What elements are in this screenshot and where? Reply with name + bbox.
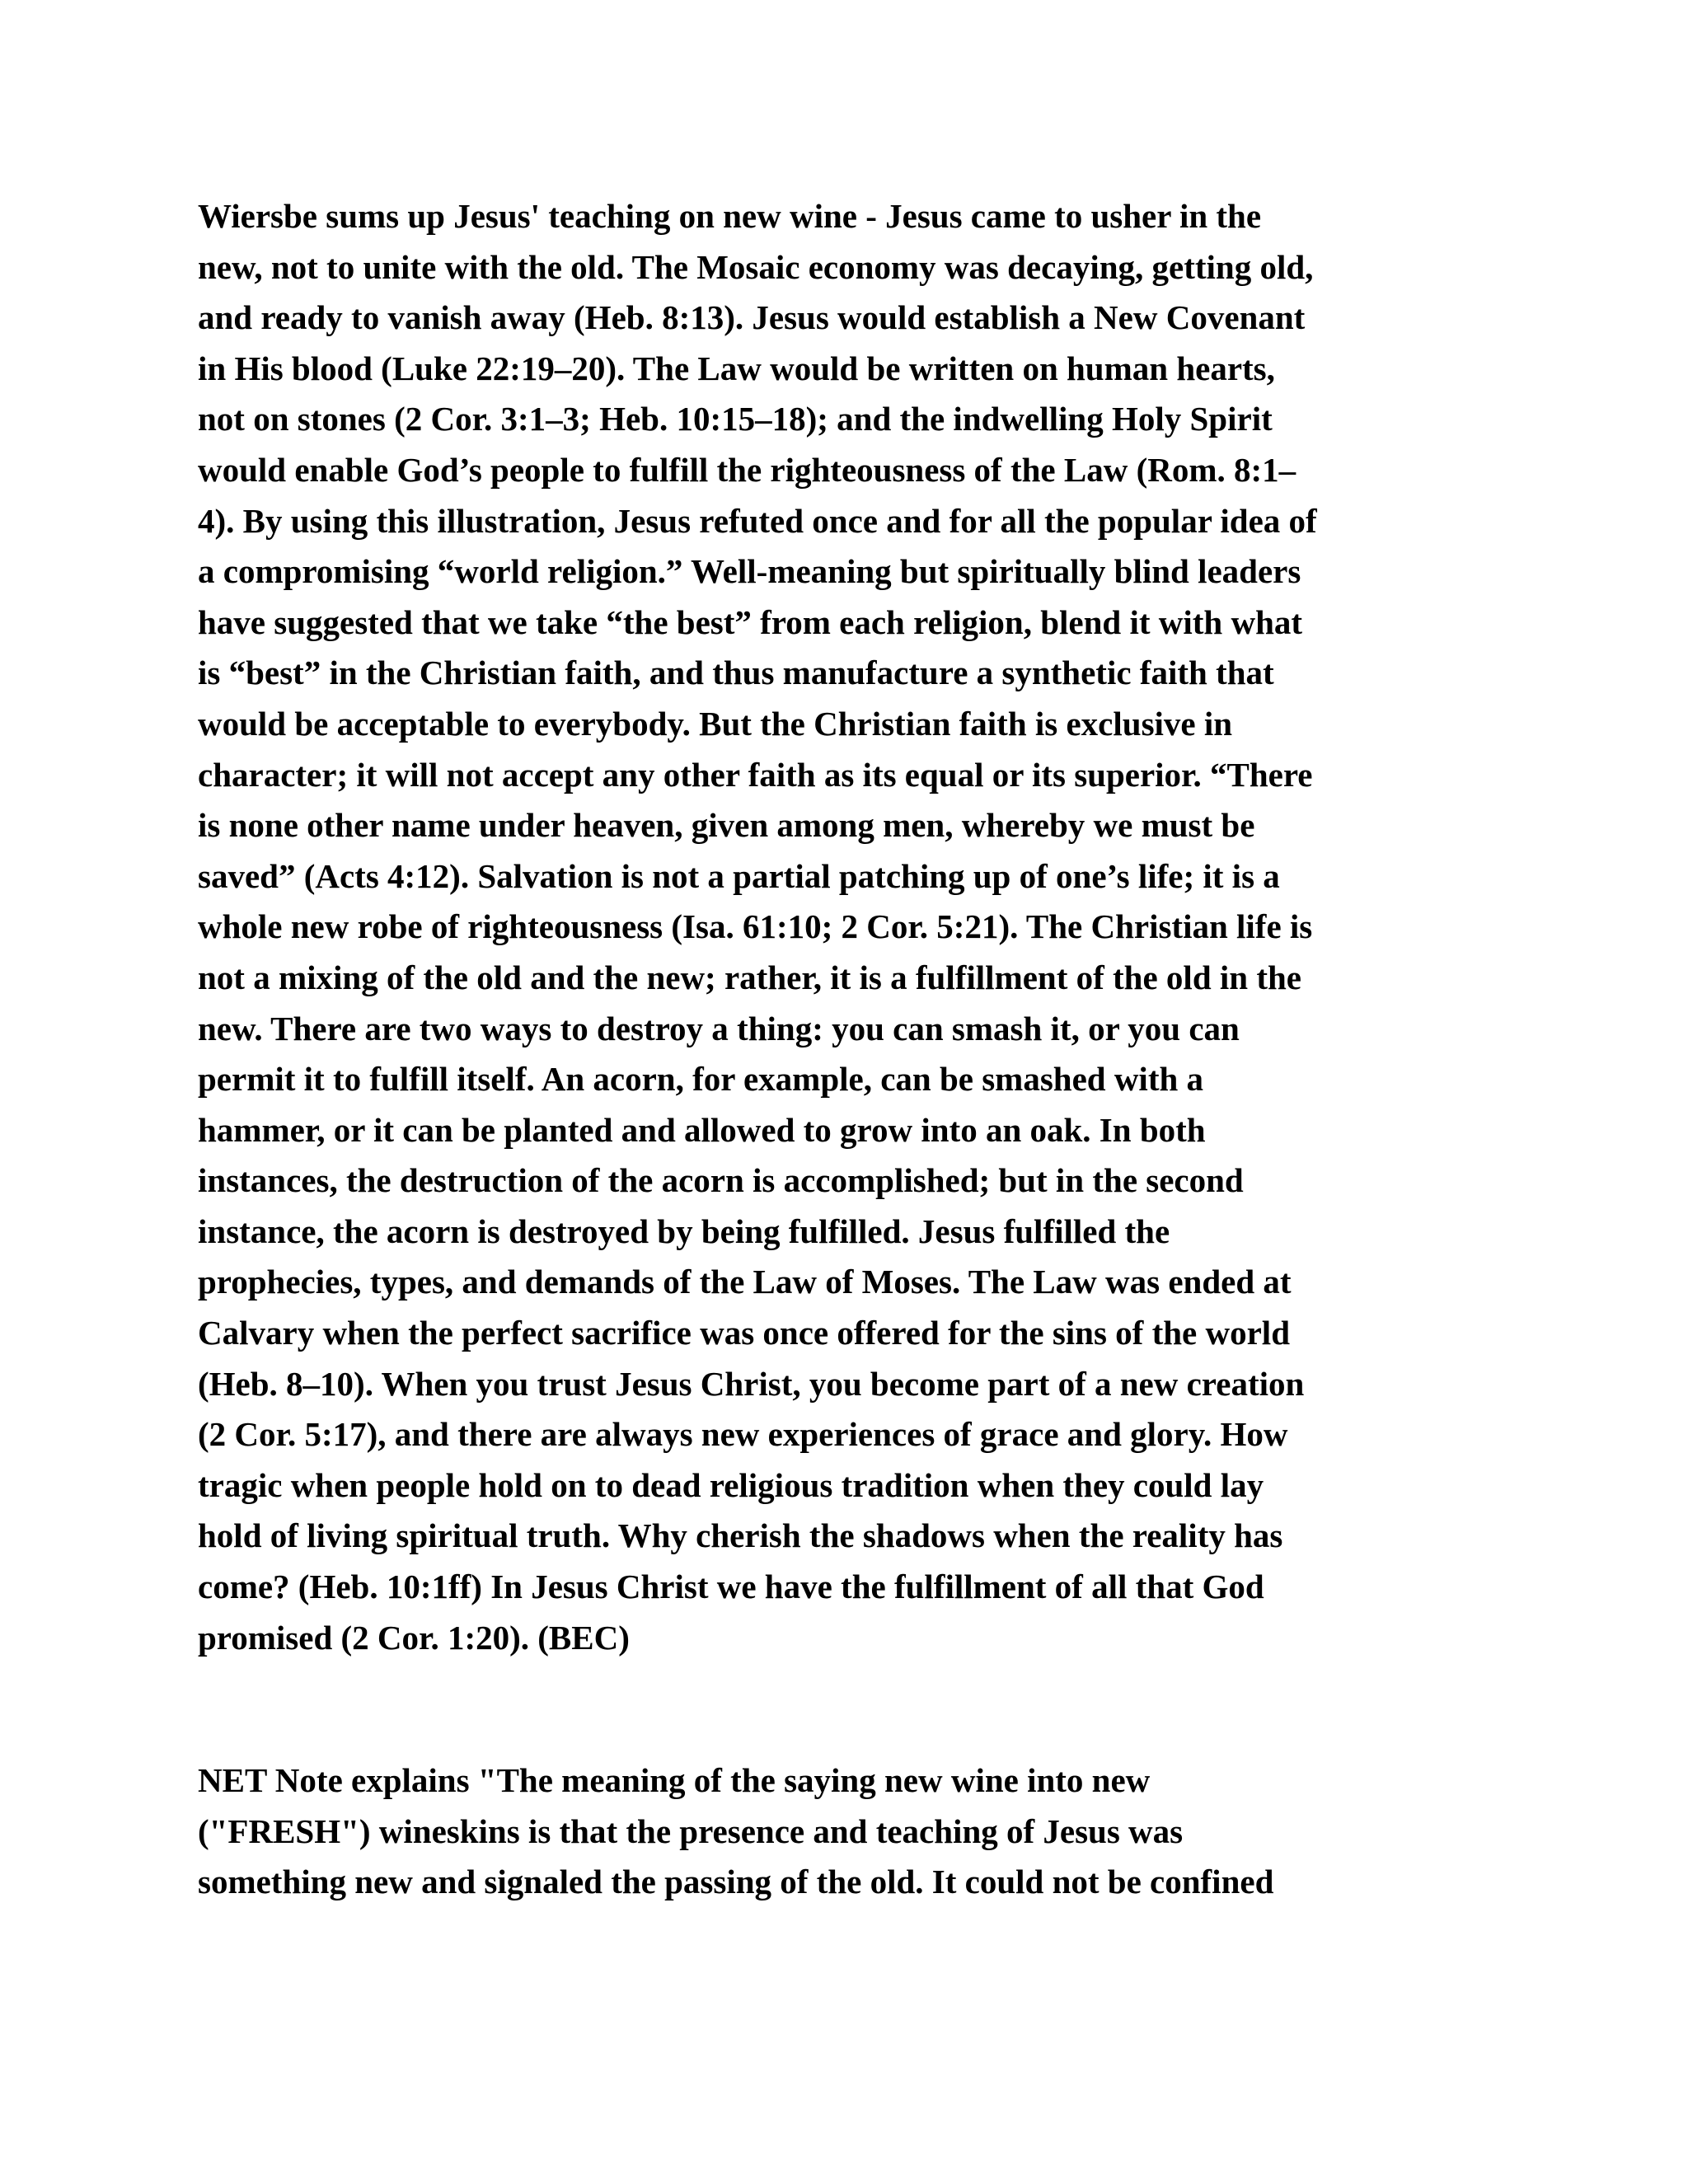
wiersbe-paragraph	[198, 191, 1484, 1663]
text-line: 4). By using this illustration, Jesus refuted once and for all the popular idea of	[198, 501, 1317, 540]
text-line: new. There are two ways to destroy a thing: you can smash it, or you can	[198, 1009, 1240, 1047]
text-line: instances, the destruction of the acorn is accomplished; but in the second	[198, 1161, 1244, 1200]
text-line: would enable God’s people to fulfill the righteousness of the Law (Rom. 8:1–	[198, 450, 1296, 489]
text-line: would be acceptable to everybody. But the Christian faith is exclusive in	[198, 704, 1233, 743]
text-line: tragic when people hold on to dead religious tradition when they could lay	[198, 1465, 1264, 1504]
net-note-paragraph	[198, 1755, 1484, 1908]
text-line: whole new robe of righteousness (Isa. 61:10; 2 Cor. 5:21). The Christian life is	[198, 907, 1313, 946]
text-line: is none other name under heaven, given among men, whereby we must be	[198, 806, 1255, 845]
text-line: not on stones (2 Cor. 3:1–3; Heb. 10:15–18); and the indwelling Holy Spirit	[198, 400, 1273, 438]
text-line: ("FRESH") wineskins is that the presence and teaching of Jesus was	[198, 1811, 1184, 1850]
text-line: in His blood (Luke 22:19–20). The Law would be written on human hearts,	[198, 349, 1275, 387]
text-line: not a mixing of the old and the new; rather, it is a fulfillment of the old in the	[198, 958, 1301, 996]
text-line: come? (Heb. 10:1ff) In Jesus Christ we have the fulfillment of all that God	[198, 1568, 1264, 1606]
text-line: a compromising “world religion.” Well-meaning but spiritually blind leaders	[198, 552, 1301, 591]
text-line: hammer, or it can be planted and allowed to grow into an oak. In both	[198, 1110, 1206, 1149]
text-line: Wiersbe sums up Jesus' teaching on new wine - Jesus came to usher in the	[198, 197, 1262, 235]
text-line: something new and signaled the passing of the old. It could not be confined	[198, 1863, 1274, 1901]
text-line: promised (2 Cor. 1:20). (BEC)	[198, 1618, 630, 1657]
text-line: (2 Cor. 5:17), and there are always new experiences of grace and glory. How	[198, 1415, 1288, 1454]
text-line: prophecies, types, and demands of the Law of Moses. The Law was ended at	[198, 1263, 1292, 1301]
text-line: permit it to fulfill itself. An acorn, for example, can be smashed with a	[198, 1060, 1204, 1099]
text-line: is “best” in the Christian faith, and thus manufacture a synthetic faith that	[198, 654, 1274, 692]
text-line: hold of living spiritual truth. Why cherish the shadows when the reality has	[198, 1516, 1283, 1555]
text-line: Calvary when the perfect sacrifice was once offered for the sins of the world	[198, 1314, 1290, 1352]
text-line: NET Note explains "The meaning of the saying new wine into new	[198, 1761, 1151, 1799]
text-line: new, not to unite with the old. The Mosaic economy was decaying, getting old,	[198, 247, 1314, 286]
text-line: instance, the acorn is destroyed by being fulfilled. Jesus fulfilled the	[198, 1212, 1170, 1250]
text-line: character; it will not accept any other faith as its equal or its superior. “There	[198, 755, 1313, 794]
text-line: and ready to vanish away (Heb. 8:13). Jesus would establish a New Covenant	[198, 298, 1306, 337]
text-line: have suggested that we take “the best” from each religion, blend it with what	[198, 602, 1303, 641]
text-line: (Heb. 8–10). When you trust Jesus Christ, you become part of a new creation	[198, 1364, 1305, 1403]
text-line: saved” (Acts 4:12). Salvation is not a partial patching up of one’s life; it is a	[198, 856, 1280, 895]
